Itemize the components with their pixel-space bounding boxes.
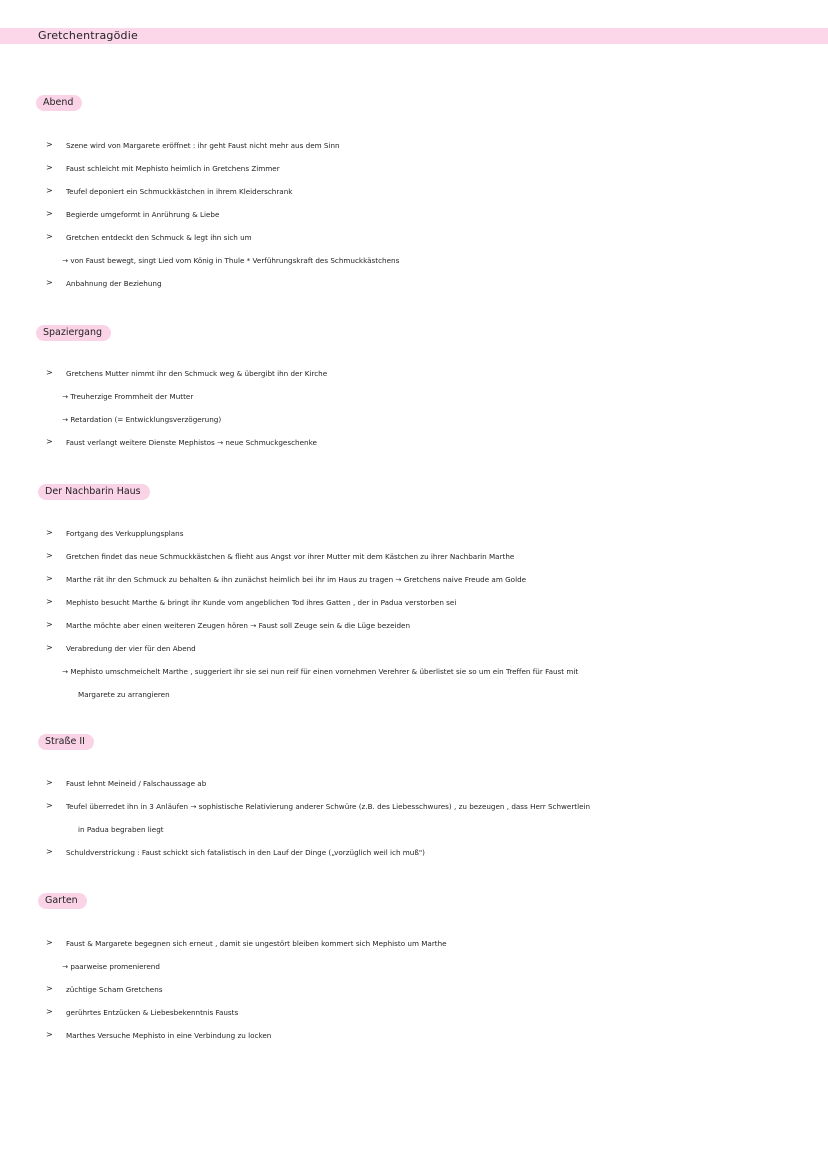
arrow-icon: → (62, 392, 71, 401)
arrow-icon: → (62, 667, 71, 676)
arrow-icon: → (62, 962, 71, 971)
sub-point (62, 962, 160, 972)
sub-point (62, 256, 399, 266)
bullet-marker: > (46, 186, 53, 195)
bullet-marker: > (46, 778, 53, 787)
bullet-point: Mephisto besucht Marthe & bringt ihr Kunde vom angeblichen Tod ihres Gatten , der in Padua verstorben sei (66, 598, 457, 607)
sub-point-text: paarweise promenierend (70, 962, 160, 971)
bullet-marker: > (46, 620, 53, 629)
page-title: Gretchentragödie (38, 29, 138, 42)
sub-point-text: Mephisto umschmeichelt Marthe , suggeriert ihr sie sei nun reif für einen vornehmen Verehrer & überlistet sie so um ein Treffen für Faust mit (70, 667, 579, 676)
bullet-point: Faust & Margarete begegnen sich erneut , damit sie ungestört bleiben kommert sich Mephisto um Marthe (66, 939, 447, 948)
bullet-point: Gretchen findet das neue Schmuckkästchen & flieht aus Angst vor ihrer Mutter mit dem Kästchen zu ihrer Nachbarin Marthe (66, 552, 515, 561)
bullet-marker: > (46, 938, 53, 947)
bullet-marker: > (46, 163, 53, 172)
bullet-marker: > (46, 140, 53, 149)
bullet-point: züchtige Scham Gretchens (66, 985, 163, 994)
bullet-marker: > (46, 801, 53, 810)
bullet-marker: > (46, 574, 53, 583)
sub-point-text: Retardation (= Entwicklungsverzögerung) (70, 415, 222, 424)
section-heading: Spaziergang (36, 325, 111, 341)
section-heading: Straße II (38, 734, 94, 750)
bullet-point: Gretchen entdeckt den Schmuck & legt ihn sich um (66, 233, 252, 242)
bullet-point: Marthes Versuche Mephisto in eine Verbindung zu locken (66, 1031, 272, 1040)
bullet-point: Teufel deponiert ein Schmuckkästchen in ihrem Kleiderschrank (66, 187, 293, 196)
sub-point-text: von Faust bewegt, singt Lied vom König in Thule * Verführungskraft des Schmuckkästchens (70, 256, 400, 265)
continuation-line: Margarete zu arrangieren (78, 690, 170, 699)
bullet-point: Marthe möchte aber einen weiteren Zeugen hören → Faust soll Zeuge sein & die Lüge bezeiden (66, 621, 411, 630)
section-heading: Der Nachbarin Haus (38, 484, 150, 500)
bullet-marker: > (46, 528, 53, 537)
arrow-icon: → (62, 256, 71, 265)
sub-point (62, 392, 193, 402)
bullet-point: Szene wird von Margarete eröffnet : ihr geht Faust nicht mehr aus dem Sinn (66, 141, 340, 150)
bullet-point: Begierde umgeformt in Anrührung & Liebe (66, 210, 220, 219)
section-heading: Garten (38, 893, 87, 909)
bullet-marker: > (46, 1007, 53, 1016)
bullet-point: Schuldverstrickung : Faust schickt sich fatalistisch in den Lauf der Dinge („vorzüglich weil ich muß") (66, 848, 425, 857)
bullet-marker: > (46, 643, 53, 652)
bullet-marker: > (46, 232, 53, 241)
continuation-line: in Padua begraben liegt (78, 825, 164, 834)
sub-point (62, 667, 578, 677)
bullet-point: Faust verlangt weitere Dienste Mephistos → neue Schmuckgeschenke (66, 438, 317, 447)
bullet-marker: > (46, 368, 53, 377)
bullet-point: Anbahnung der Beziehung (66, 279, 162, 288)
sub-point (62, 415, 221, 425)
bullet-marker: > (46, 278, 53, 287)
bullet-marker: > (46, 984, 53, 993)
bullet-marker: > (46, 1030, 53, 1039)
bullet-point: gerührtes Entzücken & Liebesbekenntnis Fausts (66, 1008, 239, 1017)
bullet-point: Teufel überredet ihn in 3 Anläufen → sophistische Relativierung anderer Schwüre (z.B. des Liebesschwures) , zu bezeugen , dass Herr Schwertlein (66, 802, 591, 811)
bullet-point: Faust lehnt Meineid / Falschaussage ab (66, 779, 207, 788)
bullet-marker: > (46, 209, 53, 218)
section-heading: Abend (36, 95, 82, 111)
bullet-marker: > (46, 437, 53, 446)
bullet-point: Faust schleicht mit Mephisto heimlich in Gretchens Zimmer (66, 164, 280, 173)
bullet-marker: > (46, 847, 53, 856)
arrow-icon: → (62, 415, 71, 424)
bullet-marker: > (46, 551, 53, 560)
bullet-point: Gretchens Mutter nimmt ihr den Schmuck weg & übergibt ihn der Kirche (66, 369, 328, 378)
sub-point-text: Treuherzige Frommheit der Mutter (70, 392, 194, 401)
bullet-point: Fortgang des Verkupplungsplans (66, 529, 184, 538)
bullet-point: Marthe rät ihr den Schmuck zu behalten & ihn zunächst heimlich bei ihr im Haus zu tragen → Gretchens naive Freude am Golde (66, 575, 527, 584)
bullet-point: Verabredung der vier für den Abend (66, 644, 196, 653)
bullet-marker: > (46, 597, 53, 606)
